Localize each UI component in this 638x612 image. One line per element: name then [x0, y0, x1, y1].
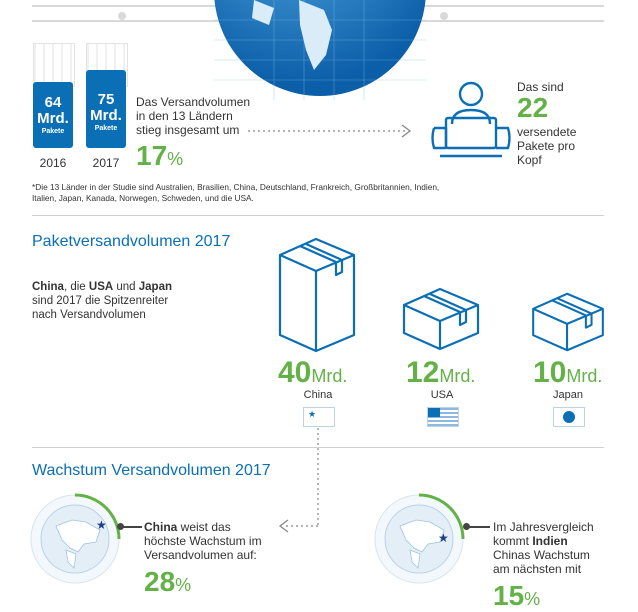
desc-sep-2: und [113, 281, 139, 293]
growth-section-title: Wachstum Versandvolumen 2017 [32, 462, 271, 479]
divider-1 [32, 215, 604, 216]
growth-unit: % [167, 149, 184, 169]
japan-volume [533, 356, 602, 390]
footnote [32, 182, 622, 204]
person-laptop-icon [430, 80, 512, 158]
bar-2016 [33, 82, 73, 148]
growth-left-unit: % [175, 575, 192, 595]
usa-label: USA [430, 389, 454, 401]
growth-right-unit: % [524, 589, 541, 609]
package-icon-usa [400, 285, 482, 353]
globe-icon [214, 0, 426, 100]
svg-text:★: ★ [438, 531, 449, 545]
growth-left-line-3: Versandvolumen auf: [144, 548, 257, 562]
bar-2017-sub: Pakete [94, 125, 118, 132]
growth-right-text [493, 520, 594, 576]
growth-left-china: China [144, 520, 178, 534]
desc-japan: Japan [138, 281, 172, 293]
japan-volume-value: 10 [533, 356, 567, 389]
bar-2017-unit: Mrd. [90, 107, 122, 124]
japan-volume-unit: Mrd. [566, 366, 603, 386]
china-volume [278, 356, 347, 390]
per-capita-line-3: Kopf [517, 153, 542, 167]
globe-china-icon [26, 490, 124, 588]
japan-flag-icon [553, 407, 585, 427]
growth-left-text [144, 520, 262, 562]
usa-volume-unit: Mrd. [439, 366, 476, 386]
growth-right-line-4: am nächsten mit [493, 562, 582, 576]
bar-2016-sub: Pakete [41, 128, 65, 135]
bar-2016-unit: Mrd. [37, 110, 69, 127]
volume-description [32, 280, 172, 322]
growth-left-line-1: weist das [177, 520, 231, 534]
growth-line-3: stieg insgesamt um [136, 123, 240, 137]
year-2016: 2016 [39, 156, 67, 170]
growth-right-line-3: Chinas Wachstum [493, 548, 590, 562]
per-capita-intro: Das sind [517, 80, 564, 94]
desc-line-2: sind 2017 die Spitzenreiter [32, 295, 169, 307]
growth-right-percentage [493, 580, 540, 612]
usa-volume [406, 356, 475, 390]
growth-left-line-2: höchste Wachstum im [144, 534, 262, 548]
footnote-line-2: Italien, Japan, Kanada, Norwegen, Schweden, und die USA. [32, 193, 254, 203]
globe-rail-dot-2 [440, 12, 448, 20]
desc-line-3: nach Versandvolumen [32, 309, 146, 321]
growth-left-dot [117, 523, 124, 530]
package-icon-china [276, 235, 358, 353]
per-capita-line-1: versendete [517, 125, 577, 139]
growth-line-1: Das Versandvolumen [136, 95, 251, 109]
growth-statement [136, 95, 250, 137]
growth-left-value: 28 [144, 566, 176, 597]
china-label: China [303, 389, 333, 401]
bar-ghost-2016 [33, 43, 75, 87]
dotted-connector-icon [270, 428, 330, 538]
volume-section-title: Paketversandvolumen 2017 [32, 233, 231, 250]
per-capita-value: 22 [517, 92, 549, 123]
desc-china: China [32, 281, 64, 293]
usa-flag-icon [427, 407, 459, 427]
china-volume-unit: Mrd. [311, 366, 348, 386]
japan-label: Japan [553, 389, 583, 401]
dotted-arrow-icon [248, 124, 418, 138]
per-capita-line-2: Pakete pro [517, 139, 576, 153]
growth-right-line-2: kommt [493, 534, 533, 548]
growth-right-dot [463, 523, 470, 530]
growth-left-percentage [144, 566, 191, 598]
globe-rail-dot-1 [118, 12, 126, 20]
per-capita-text [517, 125, 576, 167]
bar-2016-value: 64 [44, 94, 62, 111]
china-flag-icon: ★ [303, 407, 335, 427]
growth-percentage [136, 140, 183, 172]
package-icon-japan [528, 290, 608, 354]
growth-right-value: 15 [493, 580, 525, 611]
divider-2 [32, 447, 604, 448]
china-volume-value: 40 [278, 356, 312, 389]
growth-right-india: Indien [532, 534, 568, 548]
growth-line-2: in den 13 Ländern [136, 109, 233, 123]
svg-text:★: ★ [96, 518, 107, 532]
year-2017: 2017 [92, 156, 120, 170]
bar-2017 [86, 70, 126, 148]
desc-sep-1: , die [63, 281, 89, 293]
footnote-line-1: *Die 13 Länder in der Studie sind Australien, Brasilien, China, Deutschland, Frankreich, Großbritannien, Indien, [32, 182, 440, 192]
growth-right-line-1: Im Jahresvergleich [493, 520, 594, 534]
desc-usa: USA [88, 281, 114, 293]
usa-volume-value: 12 [406, 356, 440, 389]
globe-india-icon [370, 490, 468, 588]
bar-2017-value: 75 [97, 91, 115, 108]
growth-value: 17 [136, 140, 168, 171]
